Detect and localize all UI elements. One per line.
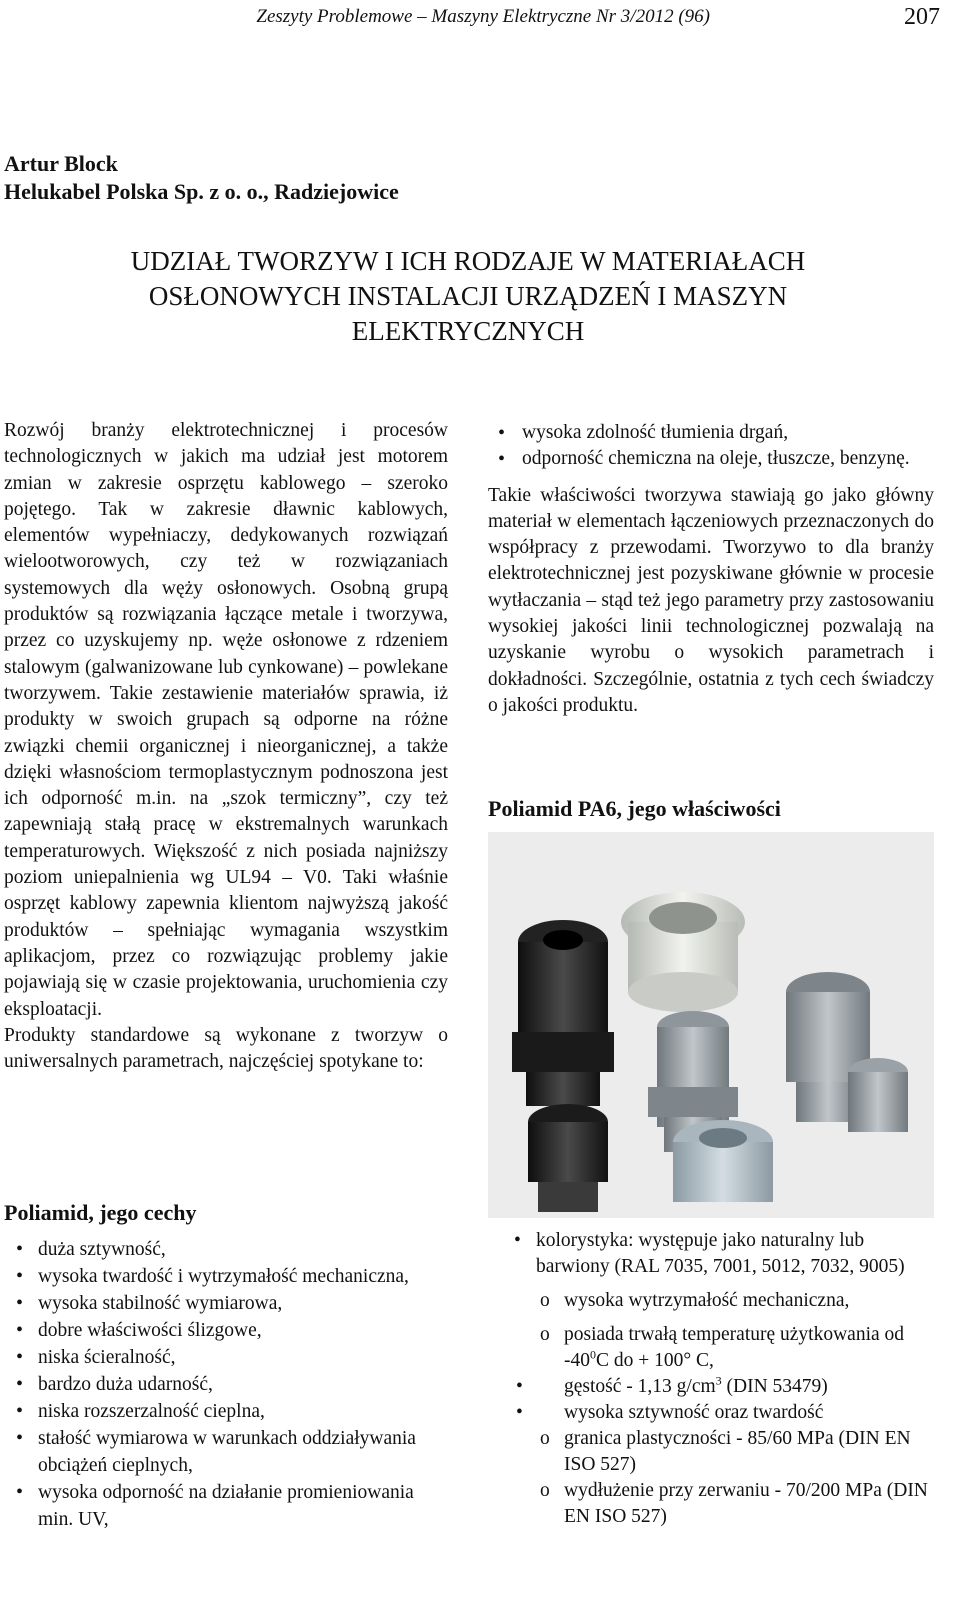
list-item: • duża sztywność, <box>4 1236 448 1263</box>
list-item: • niska ścieralność, <box>4 1344 448 1371</box>
property-strength: o wysoka wytrzymałość mechaniczna, <box>512 1288 934 1314</box>
list-item: • dobre właściwości ślizgowe, <box>4 1317 448 1344</box>
list-item: • niska rozszerzalność cieplna, <box>4 1398 448 1425</box>
running-header <box>0 6 940 36</box>
temperature-sup: 0 <box>590 1347 596 1362</box>
list-item: • wysoka zdolność tłumienia drgań, <box>488 420 934 446</box>
light-gland <box>621 892 745 1012</box>
property-yield: o granica plastyczności - 85/60 MPa (DIN EN ISO 527) <box>512 1426 934 1478</box>
section-heading-pa6: Poliamid PA6, jego właściwości <box>488 796 781 821</box>
left-column <box>4 418 448 1075</box>
grey-gland-right <box>786 972 908 1132</box>
property-stiffness: • wysoka sztywność oraz twardość <box>512 1400 934 1426</box>
list-item: • wysoka stabilność wymiarowa, <box>4 1290 448 1317</box>
section-heading-polyamide: Poliamid, jego cechy <box>4 1200 197 1225</box>
list-item: • odporność chemiczna na oleje, tłuszcze, benzynę. <box>488 446 934 472</box>
polyamide-features-continued <box>488 420 934 473</box>
right-column <box>488 420 934 719</box>
density-sup: 3 <box>715 1373 722 1388</box>
intro-paragraph: Rozwój branży elektrotechnicznej i procesów technologicznych w jakich ma udział jest motorem zmian w zakresie osprzętu kablowego – szeroko pojętego. Tak w zakresie dławnic kablowych, elementów wypełniaczy, dedykowanych rozwiązań wielootworowych, czy też w rozwiązaniach systemowych dla węży osłonowych. Osobną grupą produktów są rozwiązania łączące metale i tworzywa, przez co uzyskujemy np. węże osłonowe z rdzeniem stalowym (galwanizowane lub cynkowane) – powlekane tworzywem. Takie zestawienie materiałów sprawia, iż produkty w swoich grupach są odporne na różne związki chemii organicznej i nieorganicznej, a także dzięki własnościom termoplastycznym podnoszona jest ich odporność m.in. na „szok termiczny”, czy też zapewniają stałą pracę w ekstremalnych warunkach temperaturowych. Większość z nich posiada najniższy poziom uniepalnienia wg UL94 – V0. Taki właśnie osprzęt kablowy zapewnia klientom najwyższą jakość produktów – spełniając wymagania wszystkim aplikacjom, przez co rozwiązując problemy jakie pojawiają się w czasie projektowania, uruchomienia czy eksploatacji. <box>4 420 448 1020</box>
property-density <box>512 1374 934 1400</box>
pa6-properties <box>512 1228 934 1530</box>
polyamide-features-list <box>4 1236 448 1533</box>
list-item: • wysoka odporność na działanie promieniowania min. UV, <box>4 1479 448 1533</box>
title-line-2: OSŁONOWYCH INSTALACJI URZĄDZEŃ I MASZYN <box>148 281 788 311</box>
properties-paragraph: Takie właściwości tworzywa stawiają go jako główny materiał w elementach łączeniowych przeznaczonych do współpracy z przewodami. Tworzywo to dla branży elektrotechnicznej jest pozyskiwane głównie w procesie wytłaczania – stąd też jego parametry przy zastosowaniu wysokiej jakości linii technologicznej pozwalają na uzyskanie wyrobu o wysokich parametrach i dokładności. Szczególnie, ostatnia z tych cech świadczy o jakości produktu. <box>488 484 934 716</box>
black-gland-bottom <box>528 1104 608 1212</box>
temperature-text-end: C do + 100° C, <box>596 1350 714 1371</box>
author-block <box>4 150 399 206</box>
blue-grey-gland-bottom <box>673 1120 773 1202</box>
property-colour: • kolorystyka: występuje jako naturalny lub barwiony (RAL 7035, 7001, 5012, 7032, 9005) <box>512 1228 934 1280</box>
black-gland-top <box>512 920 614 1106</box>
author-affiliation: Helukabel Polska Sp. z o. o., Radziejowice <box>4 179 399 204</box>
title-line-1: UDZIAŁ TWORZYW I ICH RODZAJE W MATERIAŁACH <box>130 246 806 276</box>
author-name: Artur Block <box>4 151 118 176</box>
list-item: • wysoka twardość i wytrzymałość mechaniczna, <box>4 1263 448 1290</box>
cable-glands-illustration <box>488 832 934 1218</box>
list-item: • bardzo duża udarność, <box>4 1371 448 1398</box>
journal-title: Zeszyty Problemowe – Maszyny Elektryczne Nr 3/2012 (96) <box>256 6 710 27</box>
products-paragraph: Produkty standardowe są wykonane z tworzyw o uniwersalnych parametrach, najczęściej spotykane to: <box>4 1024 448 1073</box>
density-text: gęstość - 1,13 g/cm <box>564 1376 716 1397</box>
title-line-3: ELEKTRYCZNYCH <box>351 316 585 346</box>
paper-title <box>0 244 936 349</box>
property-temperature <box>512 1322 934 1374</box>
density-text-end: (DIN 53479) <box>721 1376 828 1397</box>
temperature-text: posiada trwałą temperaturę użytkowania od -40 <box>564 1324 905 1371</box>
property-elongation: o wydłużenie przy zerwaniu - 70/200 MPa (DIN EN ISO 527) <box>512 1478 934 1530</box>
page-number: 207 <box>904 4 940 30</box>
list-item: • stałość wymiarowa w warunkach oddziaływania obciążeń cieplnych, <box>4 1425 448 1479</box>
cable-glands-photo <box>488 832 934 1218</box>
